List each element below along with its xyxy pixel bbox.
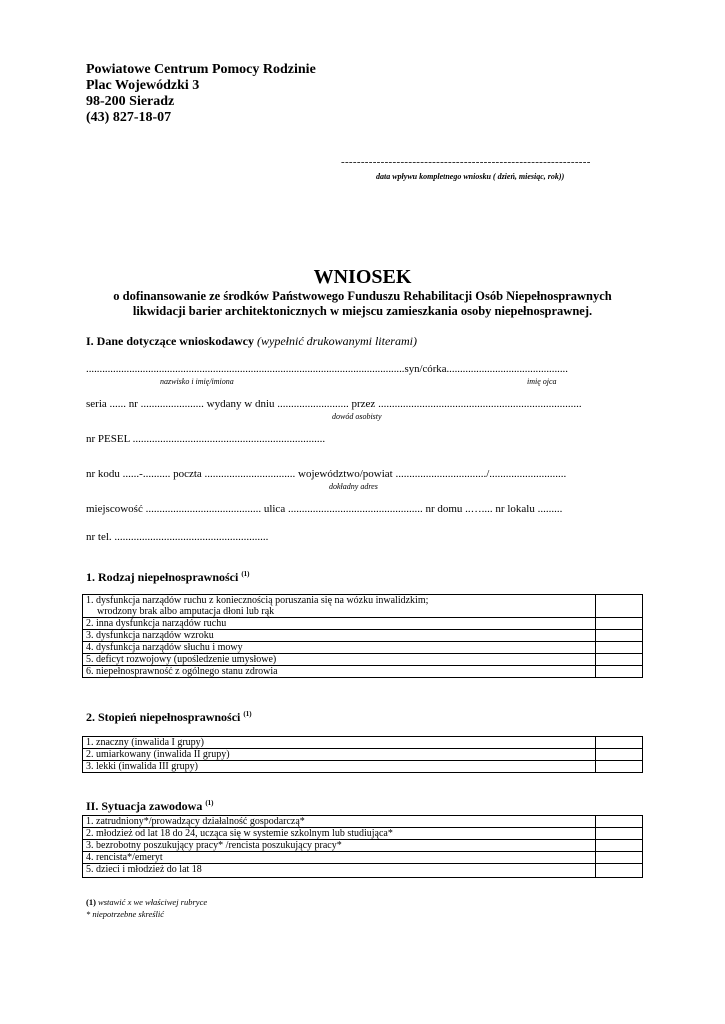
option-checkbox[interactable] xyxy=(596,642,643,654)
table-row xyxy=(83,852,643,864)
phone-line[interactable]: nr tel. ........................................................ xyxy=(86,531,269,543)
address-line[interactable]: nr kodu ......-.......... poczta ................................. województwo/powiat ................................./............................ xyxy=(86,468,567,480)
option-checkbox[interactable] xyxy=(596,852,643,864)
disability-degree-title: 2. Stopień niepełnosprawności xyxy=(86,710,241,724)
table-row xyxy=(83,595,643,618)
option-label: 3. bezrobotny poszukujący pracy* /rencista poszukujący pracy* xyxy=(83,840,596,852)
option-label: 2. inna dysfunkcja narządów ruchu xyxy=(83,618,596,630)
section-1-title: I. Dane dotyczące wnioskodawcy xyxy=(86,334,254,348)
option-checkbox[interactable] xyxy=(596,618,643,630)
option-label: 4. rencista*/emeryt xyxy=(83,852,596,864)
option-label: 1. znaczny (inwalida I grupy) xyxy=(83,737,596,749)
option-label: 3. lekki (inwalida III grupy) xyxy=(83,761,596,773)
table-row xyxy=(83,840,643,852)
table-row xyxy=(83,864,643,878)
office-name: Powiatowe Centrum Pomocy Rodzinie xyxy=(86,62,316,77)
option-checkbox[interactable] xyxy=(596,595,643,618)
disability-type-heading xyxy=(86,570,250,585)
name-field-line[interactable]: ......................................................................................................................syn/córka............................................. xyxy=(86,363,568,375)
disability-degree-heading xyxy=(86,710,252,725)
footnote-1-text: wstawić x we właściwej rubryce xyxy=(98,897,208,907)
section-1-heading xyxy=(86,334,417,349)
option-label: 5. dzieci i młodzież do lat 18 xyxy=(83,864,596,878)
table-row xyxy=(83,618,643,630)
document-subtitle-2: likwidacji barier architektonicznych w miejscu zamieszkania osoby niepełnosprawnej. xyxy=(132,304,593,318)
id-document-line[interactable]: seria ...... nr ....................... wydany w dniu .......................... przez .......................................................................... xyxy=(86,398,582,410)
name-caption: nazwisko i imię/imiona xyxy=(160,377,234,386)
footnote-2: * niepotrzebne skreślić xyxy=(86,909,165,919)
option-checkbox[interactable] xyxy=(596,666,643,678)
date-received-line: --------------------------------------------------------------- xyxy=(341,156,591,168)
table-row xyxy=(83,816,643,828)
disability-degree-footnote: (1) xyxy=(243,710,252,718)
option-checkbox[interactable] xyxy=(596,840,643,852)
office-phone: (43) 827-18-07 xyxy=(86,110,172,125)
id-document-caption: dowód osobisty xyxy=(332,412,382,421)
employment-title: II. Sytuacja zawodowa xyxy=(86,799,203,813)
option-label: 2. młodzież od lat 18 do 24, ucząca się w systemie szkolnym lub studiująca* xyxy=(83,828,596,840)
office-city: 98-200 Sieradz xyxy=(86,94,175,109)
city-street-line[interactable]: miejscowość .......................................... ulica ................................................. nr domu ..….... nr lokalu ......... xyxy=(86,503,563,515)
option-checkbox[interactable] xyxy=(596,737,643,749)
table-row xyxy=(83,761,643,773)
option-label: 1. dysfunkcja narządów ruchu z koniecznością poruszania się na wózku inwalidzkim; wrodzony brak albo amputacja dłoni lub rąk xyxy=(83,595,596,618)
footnote-1 xyxy=(86,897,207,907)
table-row xyxy=(83,666,643,678)
address-caption: dokładny adres xyxy=(329,482,378,491)
option-label: 1. zatrudniony*/prowadzący działalność gospodarczą* xyxy=(83,816,596,828)
option-label: 4. dysfunkcja narządów słuchu i mowy xyxy=(83,642,596,654)
office-street: Plac Wojewódzki 3 xyxy=(86,78,200,93)
footnote-mark: (1) xyxy=(86,897,96,907)
document-subtitle-1: o dofinansowanie ze środków Państwowego Funduszu Rehabilitacji Osób Niepełnosprawnych xyxy=(113,289,612,303)
disability-type-title: 1. Rodzaj niepełnosprawności xyxy=(86,570,239,584)
option-label: 6. niepełnosprawność z ogólnego stanu zdrowia xyxy=(83,666,596,678)
option-checkbox[interactable] xyxy=(596,630,643,642)
employment-heading xyxy=(86,799,214,814)
table-row xyxy=(83,828,643,840)
pesel-line[interactable]: nr PESEL ...................................................................... xyxy=(86,433,326,445)
table-row xyxy=(83,654,643,666)
section-1-note: (wypełnić drukowanymi literami) xyxy=(257,334,417,348)
father-name-caption: imię ojca xyxy=(527,377,557,386)
option-label: 3. dysfunkcja narządów wzroku xyxy=(83,630,596,642)
table-row xyxy=(83,642,643,654)
table-row xyxy=(83,630,643,642)
option-label: 5. deficyt rozwojowy (upośledzenie umysłowe) xyxy=(83,654,596,666)
date-received-caption: data wpływu kompletnego wniosku ( dzień, miesiąc, rok)) xyxy=(376,172,565,181)
disability-type-table xyxy=(82,594,643,678)
option-checkbox[interactable] xyxy=(596,816,643,828)
option-checkbox[interactable] xyxy=(596,749,643,761)
table-row xyxy=(83,737,643,749)
option-checkbox[interactable] xyxy=(596,828,643,840)
employment-table xyxy=(82,815,643,878)
employment-footnote: (1) xyxy=(205,799,214,807)
option-checkbox[interactable] xyxy=(596,761,643,773)
table-row xyxy=(83,749,643,761)
option-checkbox[interactable] xyxy=(596,654,643,666)
option-checkbox[interactable] xyxy=(596,864,643,878)
disability-degree-table xyxy=(82,736,643,773)
option-label: 2. umiarkowany (inwalida II grupy) xyxy=(83,749,596,761)
document-title: WNIOSEK xyxy=(313,266,412,288)
disability-type-footnote: (1) xyxy=(241,570,250,578)
